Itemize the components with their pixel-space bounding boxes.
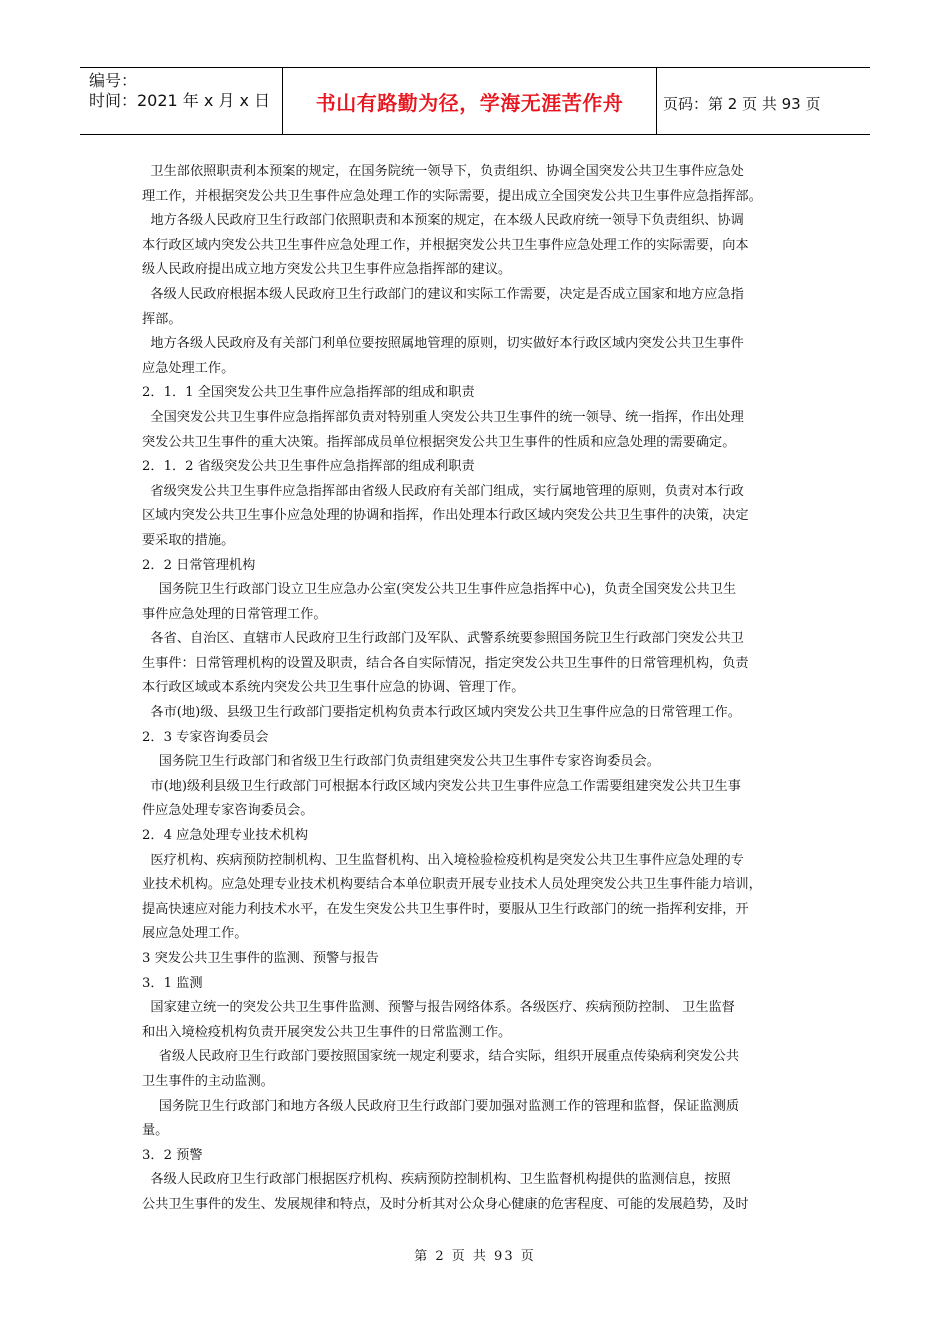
body-line: 提高快速应对能力利技术水平，在发生突发公共卫生事件时，要服从卫生行政部门的统一指挥利安排，开: [142, 901, 749, 917]
header-page-info: 页码：第 2 页 共 93 页: [663, 95, 821, 113]
body-line: 理工作，并根据突发公共卫生事件应急处理工作的实际需要，提出成立全国突发公共卫生事件应急指挥部。: [142, 188, 762, 204]
body-line: 各省、自治区、直辖市人民政府卫生行政部门及军队、武警系统要参照国务院卫生行政部门突发公共卫: [142, 631, 744, 647]
body-line: 国务院卫生行政部门设立卫生应急办公室(突发公共卫生事件应急指挥中心)，负责全国突发公共卫生: [142, 582, 737, 598]
body-line: 地方各级人民政府及有关部门利单位要按照属地管理的原则，切实做好本行政区域内突发公共卫生事件: [142, 336, 744, 352]
body-line: 展应急处理工作。: [142, 926, 248, 942]
body-line: 3．1 监测: [142, 975, 203, 991]
body-line: 挥部。: [142, 311, 182, 327]
body-line: 卫生部依照职责利本预案的规定，在国务院统一领导下，负责组织、协调全国突发公共卫生事件应急处: [142, 164, 744, 179]
body-line: 级人民政府提出成立地方突发公共卫生事件应急指挥部的建议。: [142, 262, 512, 278]
body-line: 全国突发公共卫生事件应急指挥部负责对特别重人突发公共卫生事件的统一领导、统一指挥，作出处理: [142, 409, 744, 425]
body-line: 件应急处理专家咨询委员会。: [142, 803, 314, 819]
body-line: 2．3 专家咨询委员会: [142, 729, 269, 745]
body-line: 市(地)级利县级卫生行政部门可根据本行政区域内突发公共卫生事件应急工作需要组建突发公共卫生事: [142, 778, 741, 794]
body-line: 事件应急处理的日常管理工作。: [142, 606, 327, 622]
body-line: 各市(地)级、县级卫生行政部门要指定机构负责本行政区域内突发公共卫生事件应急的日常管理工作。: [142, 705, 741, 721]
header-motto-cell: [283, 68, 657, 134]
body-line: 各级人民政府卫生行政部门根据医疗机构、疾病预防控制机构、卫生监督机构提供的监测信息，按照: [142, 1172, 731, 1188]
document-body: [142, 160, 808, 1218]
body-line: 量。: [142, 1123, 169, 1139]
page-header: [80, 67, 870, 135]
body-line: 本行政区域内突发公共卫生事件应急处理工作，并根据突发公共卫生事件应急处理工作的实际需要，向本: [142, 237, 749, 253]
body-line: 2．1．2 省级突发公共卫生事件应急指挥部的组成利职责: [142, 459, 475, 475]
document-number: 编号：: [89, 71, 138, 90]
body-line: 应急处理工作。: [142, 360, 235, 376]
body-line: 和出入境检疫机构负责开展突发公共卫生事件的日常监测工作。: [142, 1024, 512, 1040]
body-line: 地方各级人民政府卫生行政部门依照职责和本预案的规定，在本级人民政府统一领导下负责组织、协调: [142, 213, 744, 229]
body-line: 医疗机构、疾病预防控制机构、卫生监督机构、出入境检验检疫机构是突发公共卫生事件应急处理的专: [142, 852, 744, 868]
body-line: 本行政区域或本系统内突发公共卫生事什应急的协调、管理丁作。: [142, 680, 525, 696]
body-line: 业技术机构。应急处理专业技术机构要结合本单位职责开展专业技术人员处理突发公共卫生事件能力培训，: [142, 877, 762, 893]
body-line: 公共卫生事件的发生、发展规律和特点，及时分析其对公众身心健康的危害程度、可能的发展趋势，及时: [142, 1196, 749, 1212]
body-line: 区域内突发公共卫生事仆应急处理的协调和指挥，作出处理本行政区域内突发公共卫生事件的决策，决定: [142, 508, 749, 524]
body-line: 生事件：日常管理机构的设置及职责，结合各自实际情况，指定突发公共卫生事件的日常管理机构，负责: [142, 655, 749, 671]
body-line: 2．2 日常管理机构: [142, 557, 256, 573]
body-line: 卫生事件的主动监测。: [142, 1073, 274, 1089]
document-time: 时间：2021 年 x 月 x 日: [89, 91, 271, 110]
body-line: 国务院卫生行政部门和省级卫生行政部门负责组建突发公共卫生事件专家咨询委员会。: [142, 754, 660, 770]
body-line: 3．2 预警: [142, 1147, 203, 1163]
body-line: 2．4 应急处理专业技术机构: [142, 828, 309, 844]
page-footer: 第 2 页 共 93 页: [414, 1249, 536, 1264]
body-line: 2．1．1 全国突发公共卫生事件应急指挥部的组成和职责: [142, 385, 475, 401]
body-line: 3 突发公共卫生事件的监测、预警与报告: [142, 951, 379, 966]
body-line: 各级人民政府根据本级人民政府卫生行政部门的建议和实际工作需要，决定是否成立国家和地方应急指: [142, 286, 744, 302]
body-line: 突发公共卫生事件的重大决策。指挥部成员单位根据突发公共卫生事件的性质和应急处理的需要确定。: [142, 434, 736, 450]
header-meta: [80, 68, 283, 134]
motto: 书山有路勤为径，学海无涯苦作舟: [315, 90, 624, 115]
body-line: 国家建立统一的突发公共卫生事件监测、预警与报告网络体系。各级医疗、疾病预防控制、 卫生监督: [142, 1000, 735, 1016]
body-line: 省级突发公共卫生事件应急指挥部由省级人民政府有关部门组成，实行属地管理的原则，负责对本行政: [142, 483, 744, 499]
body-line: 国务院卫生行政部门和地方各级人民政府卫生行政部门要加强对监测工作的管理和监督，保证监测质: [142, 1098, 740, 1114]
body-line: 要采取的措施。: [142, 532, 235, 548]
body-line: 省级人民政府卫生行政部门要按照国家统一规定利要求，结合实际，组织开展重点传染病利突发公共: [142, 1049, 740, 1065]
